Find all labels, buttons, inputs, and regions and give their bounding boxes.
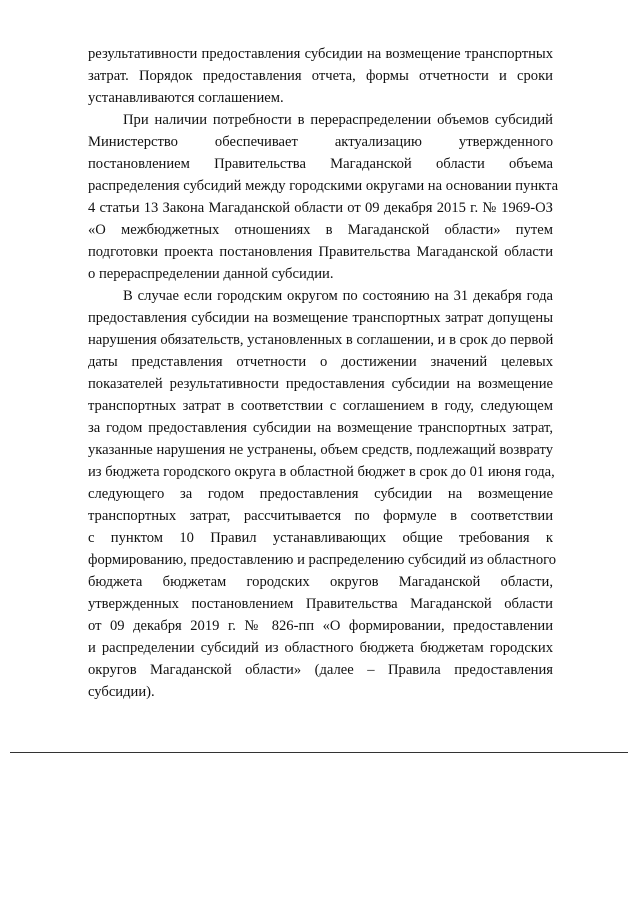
text-line: округов Магаданской области» (далее – Правила предоставления xyxy=(88,662,553,678)
text-line: постановлением Правительства Магаданской области объема xyxy=(88,156,553,172)
text-line: за годом предоставления субсидии на возмещение транспортных затрат, xyxy=(88,420,553,436)
text-line: распределения субсидий между городскими округами на основании пункта xyxy=(88,178,559,194)
text-line: формированию, предоставлению и распределению субсидий из областного xyxy=(88,552,557,568)
text-line: 4 статьи 13 Закона Магаданской области от 09 декабря 2015 г. № 1969-ОЗ xyxy=(88,200,553,216)
text-line: транспортных затрат, рассчитывается по формуле в соответствии xyxy=(88,508,553,524)
text-line: утвержденных постановлением Правительства Магаданской области xyxy=(88,596,553,612)
text-line: из бюджета городского округа в областной бюджет в срок до 01 июня года, xyxy=(88,464,555,480)
text-line: указанные нарушения не устранены, объем средств, подлежащий возврату xyxy=(88,442,553,458)
text-line: предоставления субсидии на возмещение транспортных затрат допущены xyxy=(88,310,553,326)
text-line: даты представления отчетности о достижении значений целевых xyxy=(88,354,553,370)
text-line: подготовки проекта постановления Правительства Магаданской области xyxy=(88,244,553,260)
text-line: транспортных затрат в соответствии с соглашением в году, следующем xyxy=(88,398,553,414)
text-line: нарушения обязательств, установленных в соглашении, и в срок до первой xyxy=(88,332,554,348)
text-line: затрат. Порядок предоставления отчета, формы отчетности и сроки xyxy=(88,68,553,84)
text-line: При наличии потребности в перераспределении объемов субсидий xyxy=(123,112,553,128)
text-line: субсидии). xyxy=(88,684,155,700)
text-line: с пунктом 10 Правил устанавливающих общие требования к xyxy=(88,530,553,546)
text-line: Министерство обеспечивает актуализацию утвержденного xyxy=(88,134,553,150)
text-line: результативности предоставления субсидии на возмещение транспортных xyxy=(88,46,553,62)
text-line: В случае если городским округом по состоянию на 31 декабря года xyxy=(123,288,553,304)
text-line: от 09 декабря 2019 г. № 826-пп «О формировании, предоставлении xyxy=(88,618,553,634)
text-line: о перераспределении данной субсидии. xyxy=(88,266,334,282)
text-line: показателей результативности предоставления субсидии на возмещение xyxy=(88,376,553,392)
text-line: следующего за годом предоставления субсидии на возмещение xyxy=(88,486,553,502)
text-line: и распределении субсидий из областного бюджета бюджетам городских xyxy=(88,640,553,656)
page-divider xyxy=(10,752,628,753)
text-line: «О межбюджетных отношениях в Магаданской области» путем xyxy=(88,222,553,238)
text-line: устанавливаются соглашением. xyxy=(88,90,284,106)
text-line: бюджета бюджетам городских округов Магаданской области, xyxy=(88,574,553,590)
